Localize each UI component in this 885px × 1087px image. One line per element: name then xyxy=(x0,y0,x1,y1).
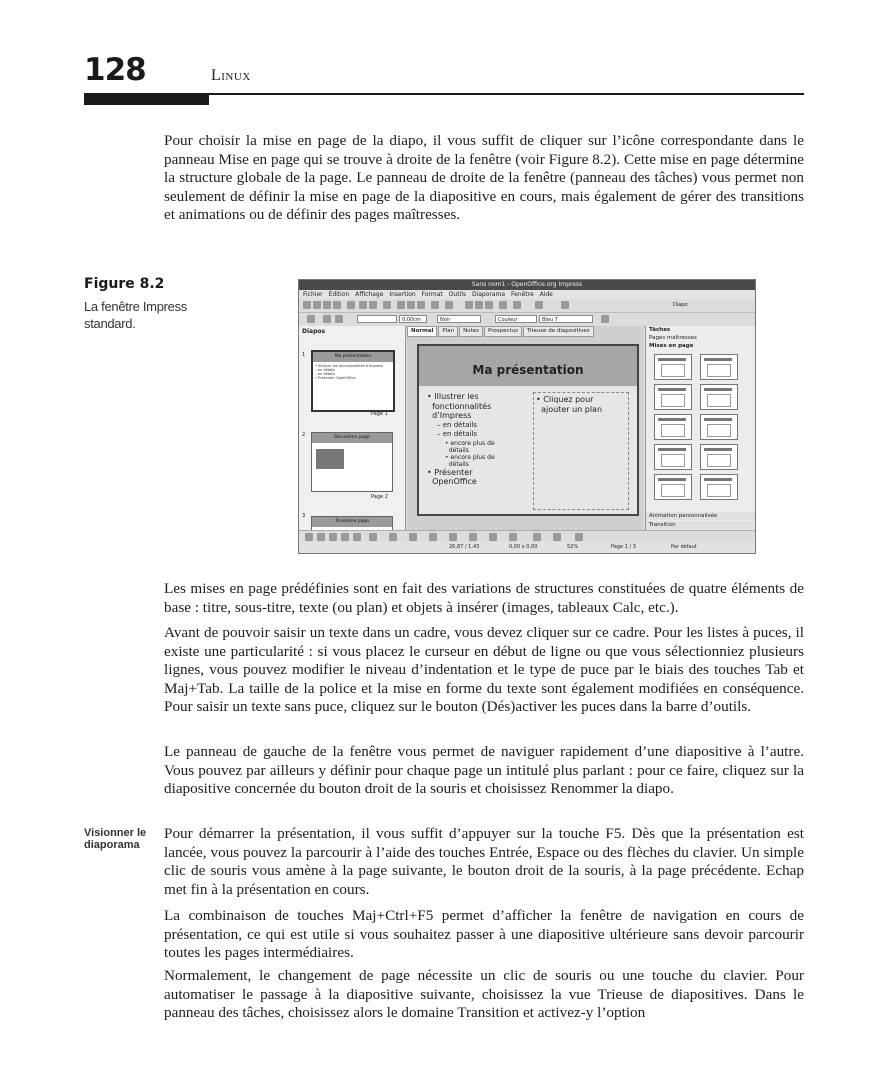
edit-icon[interactable] xyxy=(347,301,355,309)
paragraph-1: Pour choisir la mise en page de la diapo, il vous suffit de cliquer sur l’icône correspondante dans le panneau Mise en page qui se trouve à droite de la fenêtre (voir Figure 8.2). Cette mise en page détermine la structure globale de la page. Le panneau de droite de la fenêtre (panneau des tâches) vous permet non seulement de définir la mise en page de la diapositive en cours, mais également de gérer des transitions et animations ou de définir des pages maîtresses. xyxy=(164,132,804,223)
menu-outils[interactable]: Outils xyxy=(448,291,467,298)
window-title: Sans nom1 - OpenOffice.org Impress xyxy=(299,280,755,290)
status-zoom: 52% xyxy=(567,544,579,550)
stars-icon[interactable] xyxy=(509,533,517,541)
status-master: Par défaut xyxy=(671,544,697,550)
slide-number: 3 xyxy=(302,513,306,519)
slide-left-text[interactable] xyxy=(427,392,527,487)
line-style-select[interactable] xyxy=(357,315,397,323)
bullet-line: • Illustrer les xyxy=(427,392,479,401)
extrusion-icon[interactable] xyxy=(553,533,561,541)
help-icon[interactable] xyxy=(535,301,543,309)
header-rule-thick xyxy=(84,93,209,105)
thumb-page-label: Page 1 xyxy=(371,411,388,417)
flowchart-icon[interactable] xyxy=(469,533,477,541)
slide-thumbnail-1[interactable] xyxy=(311,350,395,412)
image-icon[interactable] xyxy=(575,533,583,541)
tab-prospectus[interactable]: Prospectus xyxy=(484,326,522,337)
copy-icon[interactable] xyxy=(407,301,415,309)
task-panel xyxy=(645,326,756,541)
slide-editor xyxy=(407,326,643,541)
fill-mode-select[interactable]: Couleur xyxy=(495,315,537,323)
slide-design-label: Diapo xyxy=(673,302,688,308)
navigator-icon[interactable] xyxy=(499,301,507,309)
shadow-icon[interactable] xyxy=(601,315,609,323)
bullet-line-level3: détails xyxy=(445,460,469,468)
slide-number: 2 xyxy=(302,432,306,438)
slide-right-placeholder[interactable] xyxy=(533,392,629,510)
layout-option[interactable] xyxy=(700,414,738,440)
status-size: 0,00 x 0,00 xyxy=(509,544,538,550)
block-arrows-icon[interactable] xyxy=(449,533,457,541)
paragraph-4: Le panneau de gauche de la fenêtre vous permet de naviguer rapidement d’une diapositive à l’autre. Vous pouvez par ailleurs y définir pour chaque page un intitulé plus parlant : pour ce faire, cliquez sur la diapositive concernée du bouton droit de la souris et choisissez Renommer la diapo. xyxy=(164,743,804,797)
bullet-line: d’Impress xyxy=(427,411,472,420)
ellipse-icon[interactable] xyxy=(341,533,349,541)
running-head: Linux xyxy=(211,67,251,84)
menu-edition[interactable]: Édition xyxy=(328,291,350,298)
paragraph-6: La combinaison de touches Maj+Ctrl+F5 permet d’afficher la fenêtre de navigation en cours de présentation, ce qui est utile si vous souhaitez passer à une diapositive ultérieure sans devoir parcourir toutes les pages intermédiaires. xyxy=(164,907,804,961)
thumb-title: Ma présentation xyxy=(313,352,393,362)
zoom-icon[interactable] xyxy=(513,301,521,309)
status-page: Page 1 / 3 xyxy=(611,544,636,550)
cut-icon[interactable] xyxy=(397,301,405,309)
paragraph-5: Pour démarrer la présentation, il vous suffit d’appuyer sur la touche F5. Dès que la présentation est lancée, vous pouvez la parcourir à l’aide des touches Entrée, Espace ou des flèches du clavier. Un simple clic de souris vous amène à la page suivante, le bouton droit de la souris, à la page précédente. Echap met fin à la présentation en cours. xyxy=(164,825,804,898)
new-icon[interactable] xyxy=(303,301,311,309)
text-icon[interactable] xyxy=(353,533,361,541)
task-layouts[interactable]: Mises en page xyxy=(649,343,694,349)
bullet-line-level3: • encore plus de xyxy=(445,439,495,447)
tab-normal[interactable]: Normal xyxy=(407,326,437,337)
layout-option[interactable] xyxy=(654,474,692,500)
figure-caption: La fenêtre Impress standard. xyxy=(84,299,187,331)
menu-aide[interactable]: Aide xyxy=(539,291,553,298)
slide-design-icon[interactable] xyxy=(561,301,569,309)
spellcheck-icon[interactable] xyxy=(383,301,391,309)
table-icon[interactable] xyxy=(475,301,483,309)
layout-option[interactable] xyxy=(700,354,738,380)
line-tool-icon[interactable] xyxy=(317,533,325,541)
thumb-page-label: Page 2 xyxy=(371,494,388,500)
status-bar xyxy=(299,542,755,553)
paste-icon[interactable] xyxy=(417,301,425,309)
bullet-line: OpenOffice xyxy=(427,477,477,486)
slides-panel-title: Diapos xyxy=(302,328,326,335)
task-transition[interactable]: Transition xyxy=(646,521,756,529)
menu-insertion[interactable]: Insertion xyxy=(389,291,416,298)
undo-icon[interactable] xyxy=(431,301,439,309)
page-number: 128 xyxy=(84,52,146,88)
layout-option[interactable] xyxy=(700,384,738,410)
layout-option[interactable] xyxy=(700,474,738,500)
layout-option[interactable] xyxy=(700,444,738,470)
select-icon[interactable] xyxy=(305,533,313,541)
slide-number: 1 xyxy=(302,352,306,358)
bullet-line: fonctionnalités xyxy=(427,401,492,411)
task-master-pages[interactable]: Pages maîtresses xyxy=(649,335,697,341)
menu-diaporama[interactable]: Diaporama xyxy=(471,291,506,298)
thumb-title: Deuxième page xyxy=(312,433,392,443)
thumb-body: • Illustrer les fonctionnalités d’Impress – en détails – en détails • Présenter OpenOffice xyxy=(315,364,383,380)
show-draw-icon[interactable] xyxy=(485,301,493,309)
layout-option[interactable] xyxy=(654,414,692,440)
paragraph-3: Avant de pouvoir saisir un texte dans un cadre, vous devez cliquer sur ce cadre. Pour les listes à puces, il existe une particularité : si vous placez le curseur en début de ligne ou que vous sélectionniez plusieurs lignes, vous pouvez modifier le niveau d’indentation et le type de puce par le biais des touches Tab et Maj+Tab. La taille de la police et la mise en forme du texte sont également modifiées en conséquence. Pour saisir un texte sans puce, cliquez sur le bouton (Dés)activer les puces dans la barre d’outils. xyxy=(164,624,804,715)
slides-panel xyxy=(299,326,406,541)
tab-notes[interactable]: Notes xyxy=(459,326,483,337)
thumb-image xyxy=(316,449,344,469)
menu-bar xyxy=(299,290,755,299)
slide-title[interactable]: Ma présentation xyxy=(472,363,584,377)
pdf-icon[interactable] xyxy=(359,301,367,309)
open-icon[interactable] xyxy=(313,301,321,309)
figure-label: Figure 8.2 xyxy=(84,276,165,292)
paragraph-2: Les mises en page prédéfinies sont en fait des variations de structures constituées de quatre éléments de base : titre, sous-titre, texte (ou plan) et objets à insérer (images, tableaux Calc, etc.). xyxy=(164,580,804,616)
placeholder-line: • Cliquez pour xyxy=(536,395,594,404)
line-icon[interactable] xyxy=(307,315,315,323)
view-tabs xyxy=(407,326,643,336)
basic-shapes-icon[interactable] xyxy=(409,533,417,541)
bullet-line: • Présenter xyxy=(427,467,473,477)
menu-fichier[interactable]: Fichier xyxy=(303,291,323,298)
bullet-line-level2: – en détails xyxy=(437,430,478,438)
slide-thumbnail-2[interactable] xyxy=(311,432,393,492)
connector-icon[interactable] xyxy=(389,533,397,541)
margin-note: Visionner le diaporama xyxy=(84,827,147,851)
callouts-icon[interactable] xyxy=(489,533,497,541)
chart-icon[interactable] xyxy=(465,301,473,309)
paragraph-7: Normalement, le changement de page nécessite un clic de souris ou une touche du clavier. Pour automatiser le passage à la diapositive suivante, choisissez la vue Trieuse de diapositives. Dans le panneau des tâches, choisissez alors le domaine Transition et activez-y l’option xyxy=(164,967,804,1021)
placeholder-line: ajouter un plan xyxy=(536,404,603,414)
line-width-field[interactable]: 0,00cm xyxy=(399,315,427,323)
impress-screenshot xyxy=(298,279,756,554)
line-color-select[interactable]: Noir xyxy=(437,315,481,323)
area-icon[interactable] xyxy=(335,315,343,323)
menu-affichage[interactable]: Affichage xyxy=(355,291,384,298)
task-panel-title: Tâches xyxy=(649,327,671,333)
redo-icon[interactable] xyxy=(445,301,453,309)
curve-icon[interactable] xyxy=(369,533,377,541)
layout-option[interactable] xyxy=(654,354,692,380)
arrow-style-icon[interactable] xyxy=(323,315,331,323)
layout-option[interactable] xyxy=(654,444,692,470)
print-icon[interactable] xyxy=(369,301,377,309)
status-position: 26,87 / 1,43 xyxy=(449,544,480,550)
save-icon[interactable] xyxy=(323,301,331,309)
task-animation[interactable]: Animation personnalisée xyxy=(646,512,756,520)
line-fill-toolbar xyxy=(299,313,755,327)
standard-toolbar xyxy=(299,299,755,313)
layout-option[interactable] xyxy=(654,384,692,410)
bullet-line-level2: – en détails xyxy=(437,420,478,429)
email-icon[interactable] xyxy=(333,301,341,309)
tab-plan[interactable]: Plan xyxy=(438,326,458,337)
menu-format[interactable]: Format xyxy=(421,291,443,298)
current-slide[interactable] xyxy=(417,344,639,516)
thumb-title: Troisième page xyxy=(312,517,392,527)
bullet-line-level3: • encore plus de xyxy=(445,453,495,461)
tab-trieuse[interactable]: Trieuse de diapositives xyxy=(523,326,594,337)
fontwork-icon[interactable] xyxy=(533,533,541,541)
rectangle-icon[interactable] xyxy=(329,533,337,541)
bullet-line-level3: détails xyxy=(445,446,469,454)
symbol-shapes-icon[interactable] xyxy=(429,533,437,541)
menu-fenetre[interactable]: Fenêtre xyxy=(510,291,534,298)
fill-color-select[interactable]: Bleu 7 xyxy=(539,315,593,323)
